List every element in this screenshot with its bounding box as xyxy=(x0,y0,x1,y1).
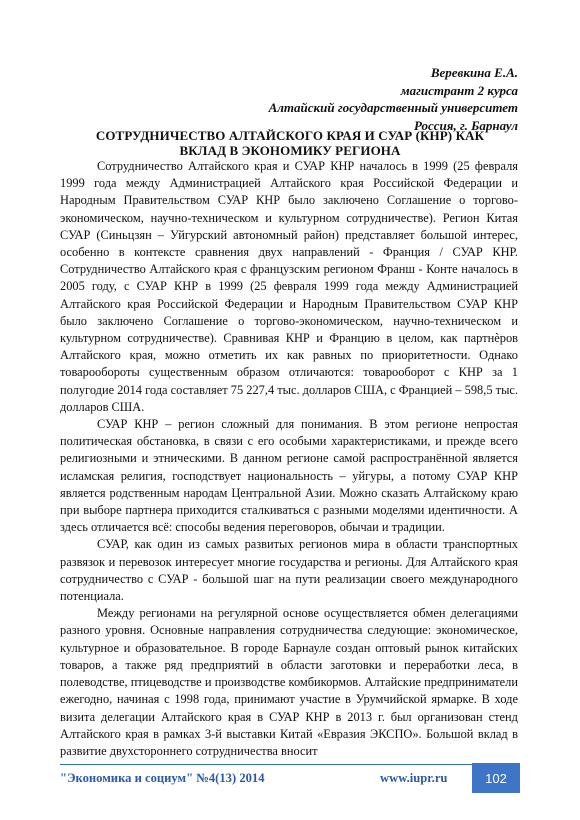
author-name: Веревкина Е.А. xyxy=(430,65,518,80)
article-body xyxy=(60,158,518,760)
paragraph-4: Между регионами на регулярной основе осуществляется обмен делегациями разного уровня. Основные направления сотрудничества следующие: экономическое, культурное и образовательное. В городе Барнауле создан оптовый рынок китайских товаров, а также ряд предприятий в области заготовки и переработки леса, в полеводстве, птицеводстве и производстве комбикормов. Алтайские предприниматели ежегодно, начиная с 1998 года, принимают участие в Урумчийской ярмарке. В ходе визита делегации Алтайского края в СУАР КНР в 2013 г. был организован стенд Алтайского края в рамках 3-й выставки Китай «Евразия ЭКСПО». Большой вклад в развитие двухстороннего сотрудничества вносит xyxy=(60,606,518,758)
page-number-badge xyxy=(472,763,520,793)
paragraph-2: СУАР КНР – регион сложный для понимания. В этом регионе непростая политическая обстановка, в связи с его особыми характеристиками, и прежде всего религиозными и этническими. В данном регионе самой распространённой является исламская религия, господствует национальность – уйгуры, а потому СУАР КНР является родственным народам Центральной Азии. Можно сказать Алтайскому краю при выборе партнера приходится сталкиваться с разными моделями идентичности. А здесь отличается всё: способы ведения переговоров, обычаи и традиции. xyxy=(60,417,518,535)
title-line-2: ВКЛАД В ЭКОНОМИКУ РЕГИОНА xyxy=(179,143,401,158)
author-block xyxy=(269,64,518,134)
author-position: магистрант 2 курса xyxy=(400,82,518,98)
page-number: 102 xyxy=(485,770,507,786)
paragraph-3: СУАР, как один из самых развитых регионов мира в области транспортных развязок и перевозок интересует многие государства и регионы. Для Алтайского края сотрудничество с СУАР - большой шаг на пути реализации своего международного потенциала. xyxy=(60,537,518,604)
footer-divider xyxy=(60,764,520,765)
journal-name: "Экономика и социум" №4(13) 2014 xyxy=(60,771,265,785)
title-line-1: СОТРУДНИЧЕСТВО АЛТАЙСКОГО КРАЯ И СУАР (КНР) КАК xyxy=(95,128,485,143)
journal-url[interactable]: www.iupr.ru xyxy=(380,771,448,785)
article-title xyxy=(60,128,520,158)
author-university: Алтайский государственный университет xyxy=(268,100,518,115)
author-location: Россия, г. Барнаул xyxy=(414,117,518,133)
paragraph-1: Сотрудничество Алтайского края и СУАР КНР началось в 1999 (25 февраля 1999 года между Администрацией Алтайского края Российской Федерации и Народным Правительством СУАР КНР было заключено Соглашение о торгово-экономическом, научно-техническом и культурном сотрудничестве). Регион Китая СУАР (Синьцзян – Уйгурский автономный район) представляет большой интерес, особенно в контексте сравнения двух направлений - Франция / СУАР КНР. Сотрудничество Алтайского края с французским регионом Франш - Конте началось в 2005 году, с СУАР КНР в 1999 (25 февраля 1999 года между Администрацией Алтайского края Российской Федерации и Народным Правительством СУАР КНР было заключено Соглашение о торгово-экономическом, научно-техническом и культурном сотрудничестве). Сравнивая КНР и Францию в целом, как партнѐров Алтайского края, можно отметить их как равных по приоритетности. Однако товарообороты существенным образом отличаются: товарооборот с КНР за 1 полугодие 2014 года составляет 75 227,4 тыс. долларов США, с Францией – 598,5 тыс. долларов США. xyxy=(60,159,518,414)
